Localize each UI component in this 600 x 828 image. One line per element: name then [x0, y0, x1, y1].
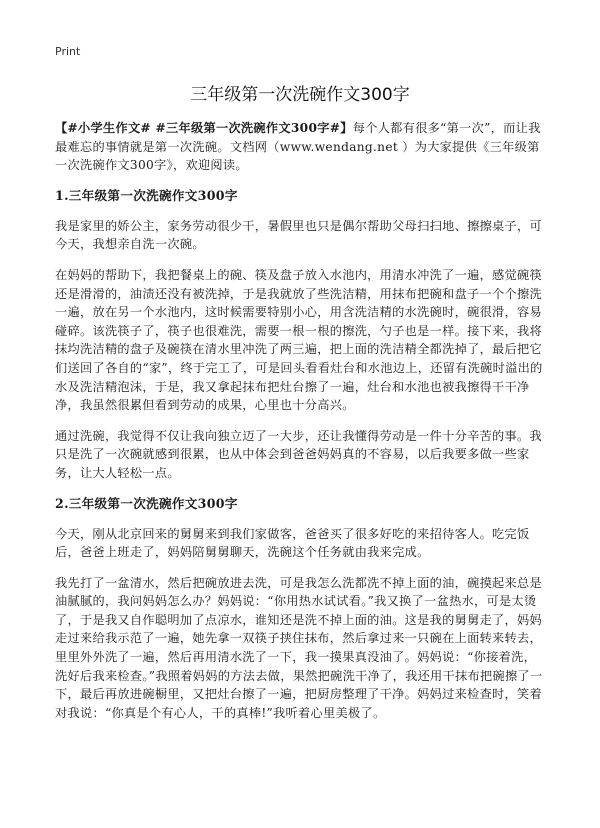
intro-tag: 【#小学生作文# #三年级第一次洗碗作文300字#】: [55, 121, 353, 135]
section-heading: 1.三年级第一次洗碗作文300字: [55, 187, 238, 203]
print-link[interactable]: Print: [55, 45, 81, 58]
intro-text: 每个人都有很多“第一次”，而让我最难忘的事情就是第一次洗碗。文档网（www.wendang.net ）为大家提供《三年级第一次洗碗作文300字》，欢迎阅读。: [55, 121, 541, 173]
paragraph: 今天，刚从北京回来的舅舅来到我们家做客，爸爸买了很多好吃的来招待客人。吃完饭后，爸爸上班走了，妈妈陪舅舅聊天，洗碗这个任务就由我来完成。: [55, 526, 530, 560]
paragraph: 我先打了一盆清水，然后把碗放进去洗，可是我怎么洗都洗不掉上面的油，碗摸起来总是油腻腻的，我问妈妈怎么办？妈妈说：“你用热水试试看。”我又换了一盆热水，可是太烫了，于是我又自作聪明加了点凉水，谁知还是洗不掉上面的油。这是我的舅舅走了，妈妈走过来给我示范了一遍，她先拿一双筷子挟住抹布，然后拿过来一只碗在上面转来转去，里里外外洗了一遍，然后再用清水洗了一下，我一摸果真没油了。妈妈说：“你接着洗，洗好后我来检查。”我照着妈妈的方法去做，果然把碗洗干净了，我还用干抹布把碗擦了一下，最后再放进碗橱里，又把灶台擦了一遍，把厨房整理了干净。妈妈过来检查时，笑着对我说：“你真是个有心人，干的真棒!”我听着心里美极了。: [55, 575, 543, 720]
intro-paragraph: [55, 119, 547, 175]
page-title: 三年级第一次洗碗作文300字: [190, 85, 410, 105]
paragraph: 通过洗碗，我觉得不仅让我向独立迈了一大步，还让我懂得劳动是一件十分辛苦的事。我只是洗了一次碗就感到很累，也从中体会到爸爸妈妈真的不容易，以后我要多做一些家务，让大人轻松一点。: [55, 428, 543, 480]
paragraph: 在妈妈的帮助下，我把餐桌上的碗、筷及盘子放入水池内，用清水冲洗了一遍，感觉碗筷还是滑滑的，油渍还没有被洗掉，于是我就放了些洗洁精，用抹布把碗和盘子一个个擦洗一遍，放在另一个水池内，这时候需要特别小心，用含洗洁精的水洗碗时，碗很滑，容易碰碎。该洗筷子了，筷子也很难洗，需要一根一根的擦洗，勺子也是一样。接下来，我将抹均洗洁精的盘子及碗筷在清水里冲洗了两三遍，把上面的洗洁精全都洗掉了，最后把它们送回了各自的“家”，终于完工了，可是回头看看灶台和水池边上，还留有洗碗时溢出的水及洗洁精泡沫，于是，我又拿起抹布把灶台擦了一遍，灶台和水池也被我擦得干干净净，我虽然很累但看到劳动的成果，心里也十分高兴。: [55, 267, 543, 413]
paragraph: 我是家里的娇公主，家务劳动很少干，暑假里也只是偶尔帮助父母扫扫地、擦擦桌子，可今天，我想亲自洗一次碗。: [55, 218, 543, 252]
section-heading: 2.三年级第一次洗碗作文300字: [55, 495, 238, 511]
article-body: [55, 119, 547, 734]
